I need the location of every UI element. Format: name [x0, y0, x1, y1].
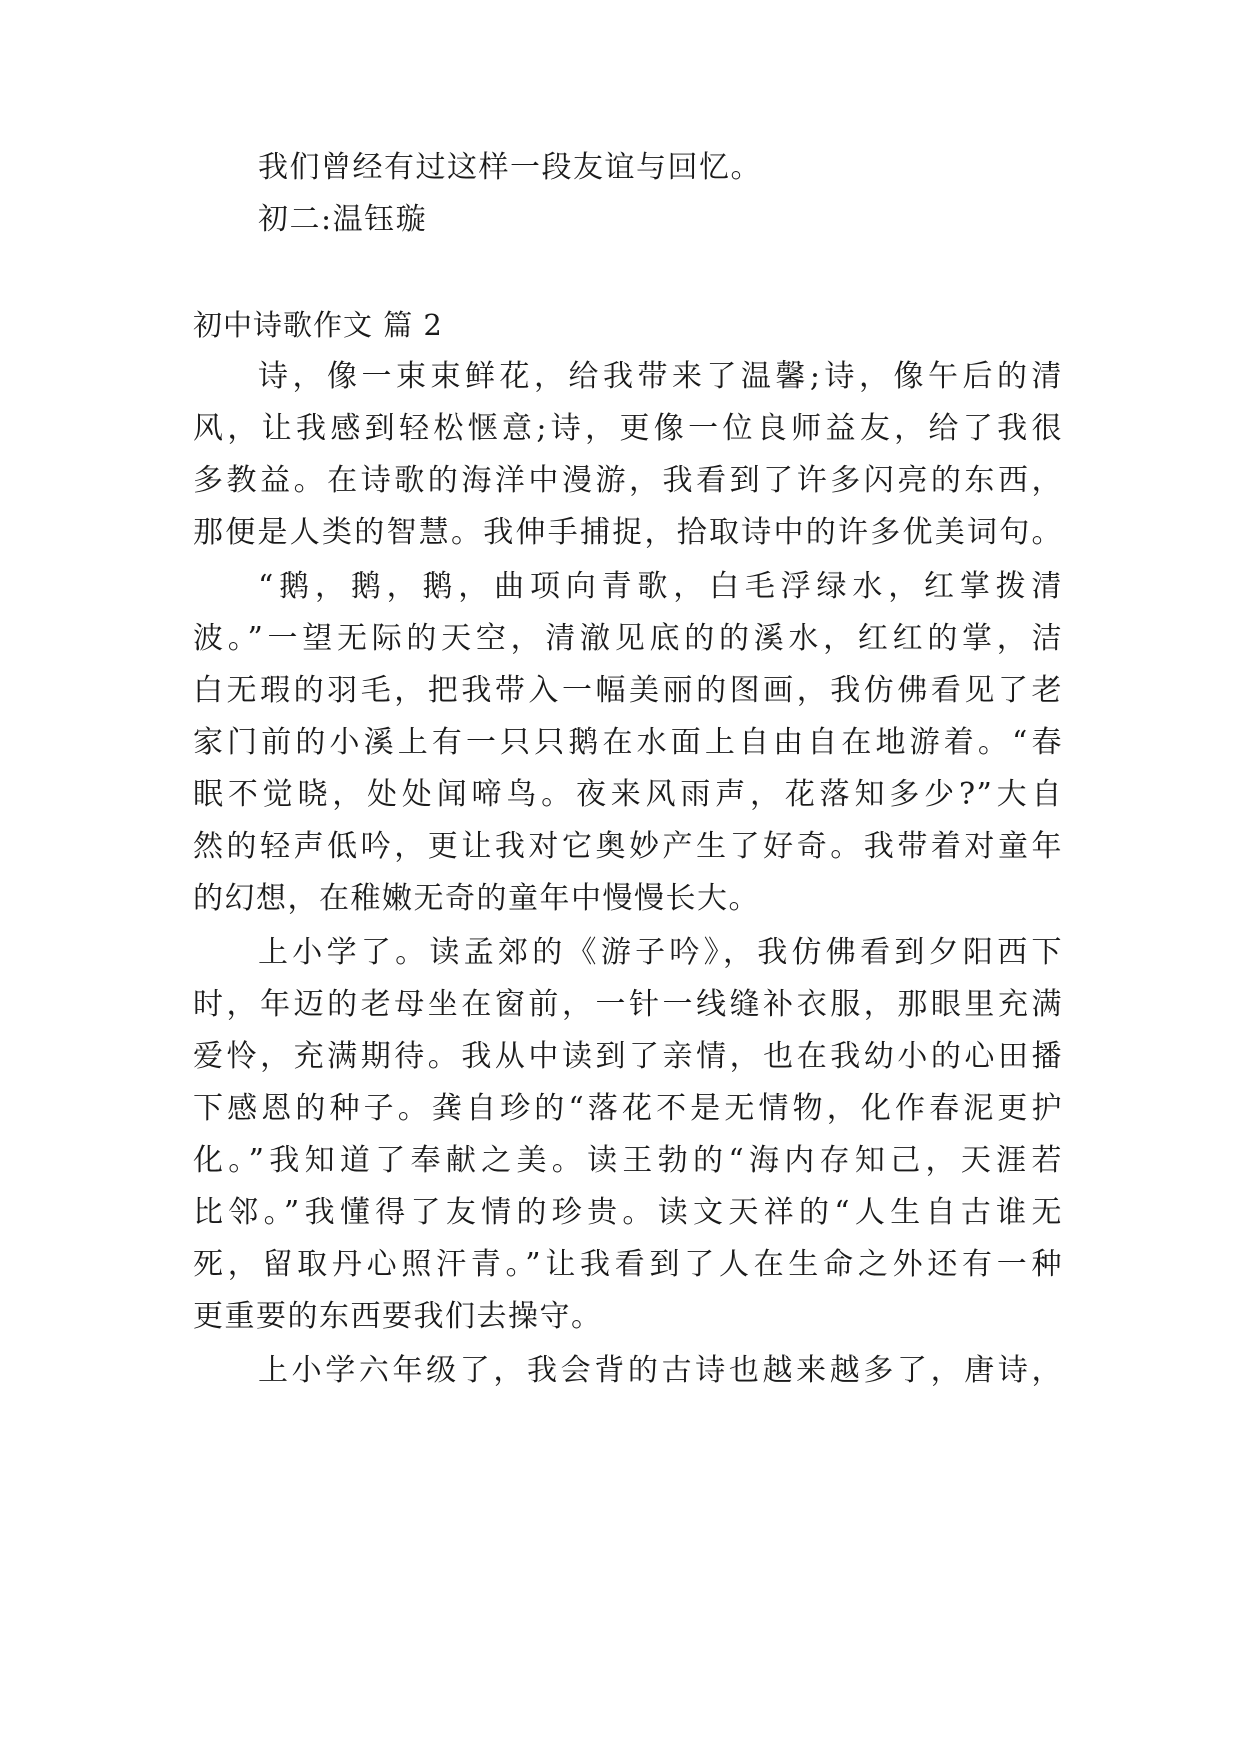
- paragraph-line: 死，留取丹心照汗青。”让我看到了人在生命之外还有一种: [193, 1247, 1063, 1282]
- paragraph-line: 的幻想，在稚嫩无奇的童年中慢慢长大。: [193, 881, 760, 916]
- paragraph-line: 然的轻声低吟，更让我对它奥妙产生了好奇。我带着对童年: [193, 829, 1063, 864]
- paragraph-line: 时，年迈的老母坐在窗前，一针一线缝补衣服，那眼里充满: [193, 987, 1063, 1022]
- intro-closing-line: 我们曾经有过这样一段友谊与回忆。: [258, 150, 762, 185]
- paragraph-line: 更重要的东西要我们去操守。: [193, 1299, 603, 1334]
- paragraph-line: 白无瑕的羽毛，把我带入一幅美丽的图画，我仿佛看见了老: [193, 673, 1063, 708]
- paragraph-line: “鹅，鹅，鹅，曲项向青歌，白毛浮绿水，红掌拨清: [258, 569, 1063, 604]
- paragraph-line: 波。”一望无际的天空，清澈见底的的溪水，红红的掌，洁: [193, 621, 1063, 656]
- paragraph-line: 爱怜，充满期待。我从中读到了亲情，也在我幼小的心田播: [193, 1039, 1063, 1074]
- paragraph-line: 化。”我知道了奉献之美。读王勃的“海内存知己，天涯若: [193, 1143, 1063, 1178]
- paragraph-line: 多教益。在诗歌的海洋中漫游，我看到了许多闪亮的东西，: [193, 463, 1063, 498]
- section-title: 初中诗歌作文 篇 2: [193, 308, 443, 342]
- paragraph-line: 家门前的小溪上有一只只鹅在水面上自由自在地游着。“春: [193, 725, 1063, 760]
- paragraph-line: 风，让我感到轻松惬意;诗，更像一位良师益友，给了我很: [193, 411, 1063, 446]
- paragraph-line: 上小学了。读孟郊的《游子吟》，我仿佛看到夕阳西下: [258, 935, 1063, 970]
- paragraph-line: 那便是人类的智慧。我伸手捕捉，拾取诗中的许多优美词句。: [193, 515, 1063, 550]
- paragraph-line: 上小学六年级了，我会背的古诗也越来越多了，唐诗，: [258, 1353, 1063, 1388]
- paragraph-line: 诗，像一束束鲜花，给我带来了温馨;诗，像午后的清: [258, 359, 1063, 394]
- paragraph-line: 眠不觉晓，处处闻啼鸟。夜来风雨声，花落知多少?”大自: [193, 777, 1063, 812]
- paragraph-line: 下感恩的种子。龚自珍的“落花不是无情物，化作春泥更护: [193, 1091, 1063, 1126]
- paragraph-line: 比邻。”我懂得了友情的珍贵。读文天祥的“人生自古谁无: [193, 1195, 1063, 1230]
- intro-author: 初二:温钰璇: [258, 202, 428, 237]
